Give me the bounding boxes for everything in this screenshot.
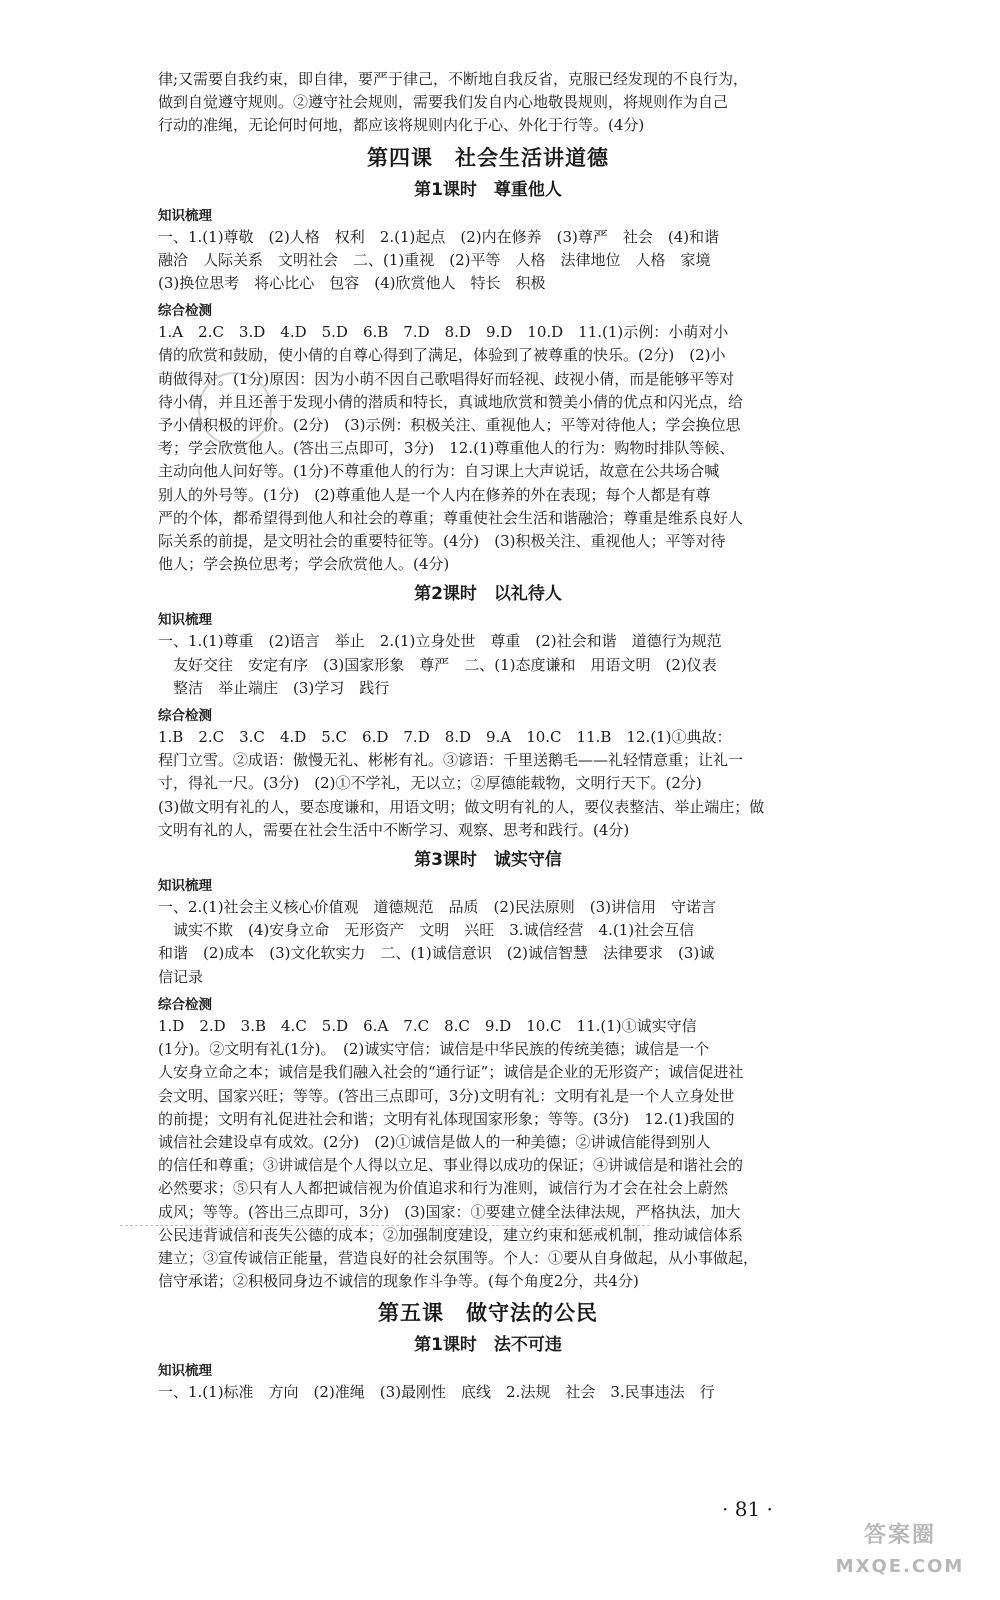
text-line: 必然要求；⑤只有人人都把诚信视为价值追求和行为准则，诚信行为才会在社会上蔚然 [158, 1179, 729, 1198]
intro-paragraph [158, 68, 818, 138]
text-line: 整洁 举止端庄 (3)学习 践行 [158, 678, 390, 697]
text-line: 一、1.(1)标准 方向 (2)准绳 (3)最刚性 底线 2.法规 社会 3.民事违法 行 [158, 1383, 715, 1402]
test-block [158, 1015, 818, 1293]
text-line: 律;又需要自我约束，即自律，要严于律己，不断地自我反省，克服已经发现的不良行为， [158, 70, 749, 88]
knowledge-block [158, 1381, 818, 1404]
watermark-line-2: MXQE.COM [835, 1556, 965, 1577]
text-line: 1.A 2.C 3.D 4.D 5.D 6.B 7.D 8.D 9.D 10.D 11.(1)示例：小萌对小 [158, 323, 729, 342]
knowledge-block [158, 630, 818, 700]
lesson-5-title: 第五课 做守法的公民 [378, 1301, 598, 1326]
text-line: 考；学会欣赏他人。(答出三点即可，3分) 12.(1)尊重他人的行为：购物时排队等候、 [158, 439, 735, 458]
text-line: (3)换位思考 将心比心 包容 (4)欣赏他人 特长 积极 [158, 274, 546, 293]
text-line: 融洽 人际关系 文明社会 二、(1)重视 (2)平等 人格 法律地位 人格 家境 [158, 250, 711, 269]
text-line: 1.D 2.D 3.B 4.C 5.D 6.A 7.C 8.C 9.D 10.C 11.(1)①诚实守信 [158, 1016, 697, 1035]
text-line: 诚实不欺 (4)安身立命 无形资产 文明 兴旺 3.诚信经营 4.(1)社会互信 [158, 921, 695, 940]
text-line: 一、1.(1)尊重 (2)语言 举止 2.(1)立身处世 尊重 (2)社会和谐 道德行为规范 [158, 632, 722, 651]
knowledge-heading: 知识梳理 [158, 1363, 212, 1380]
text-line: 待小倩，并且还善于发现小倩的潜质和特长，真诚地欣赏和赞美小倩的优点和闪光点，给 [158, 392, 744, 411]
text-line: 予小倩积极的评价。(2分) (3)示例：积极关注、重视他人；平等对待他人；学会换位思 [158, 416, 741, 435]
lesson-4-section-2-title: 第2课时 以礼待人 [414, 584, 562, 605]
text-line: 文明有礼的人，需要在社会生活中不断学习、观察、思考和践行。(4分) [158, 820, 630, 839]
text-line: 的信任和尊重；③讲诚信是个人得以立足、事业得以成功的保证；④讲诚信是和谐社会的 [158, 1156, 744, 1175]
text-line: (3)做文明有礼的人，要态度谦和，用语文明；做文明有礼的人，要仪表整洁、举止端庄；做 [158, 797, 765, 816]
text-line: 做到自觉遵守规则。②遵守社会规则，需要我们发自内心地敬畏规则，将规则作为自己 [158, 93, 729, 112]
text-line: 一、2.(1)社会主义核心价值观 道德规范 品质 (2)民法原则 (3)讲信用 守诺言 [158, 898, 717, 917]
fold-line [120, 1225, 650, 1226]
text-line: 成风；等等。(答出三点即可，3分) (3)国家：①要建立健全法律法规，严格执法，加大 [158, 1202, 741, 1221]
faint-stamp-mark [198, 372, 272, 446]
text-line: 寸，得礼一尺。(3分) (2)①不学礼，无以立；②厚德能载物，文明行天下。(2分) [158, 774, 702, 793]
text-line: 严的个体，都希望得到他人和社会的尊重；尊重使社会生活和谐融洽；尊重是维系良好人 [158, 508, 744, 527]
knowledge-heading: 知识梳理 [158, 878, 212, 895]
text-line: 公民违背诚信和丧失公德的成本；②加强制度建设，建立约束和惩戒机制，推动诚信体系 [158, 1225, 744, 1244]
page-content [158, 68, 818, 1405]
text-line: 萌做得对。(1分)原因：因为小萌不因自己歌唱得好而轻视、歧视小倩，而是能够平等对 [158, 369, 735, 388]
lesson-5-section-1-title: 第1课时 法不可违 [414, 1335, 562, 1356]
knowledge-heading: 知识梳理 [158, 612, 212, 629]
lesson-4-title: 第四课 社会生活讲道德 [367, 145, 609, 170]
knowledge-heading: 知识梳理 [158, 207, 212, 224]
text-line: 友好交往 安定有序 (3)国家形象 尊严 二、(1)态度谦和 用语文明 (2)仪表 [158, 655, 717, 674]
text-line: 诚信社会建设卓有成效。(2分) (2)①诚信是做人的一种美德；②讲诚信能得到别人 [158, 1132, 711, 1151]
text-line: 人安身立命之本；诚信是我们融入社会的“通行证”；诚信是企业的无形资产；诚信促进社 [158, 1063, 744, 1082]
text-line: 一、1.(1)尊敬 (2)人格 权利 2.(1)起点 (2)内在修养 (3)尊严 社会 (4)和谐 [158, 227, 720, 246]
text-line: 信记录 [158, 967, 204, 986]
test-block [158, 726, 818, 842]
text-line: 的前提；文明有礼促进社会和谐；文明有礼体现国家形象；等等。(3分) 12.(1)我国的 [158, 1109, 735, 1128]
page-number: · 81 · [722, 1497, 773, 1521]
lesson-4-section-3-title: 第3课时 诚实守信 [414, 850, 562, 871]
test-heading: 综合检测 [158, 708, 212, 725]
text-line: 别人的外号等。(1分) (2)尊重他人是一个人内在修养的外在表现；每个人都是有尊 [158, 485, 711, 504]
text-line: 信守承诺；②积极同身边不诚信的现象作斗争等。(每个角度2分，共4分) [158, 1272, 639, 1291]
text-line: 倩的欣赏和鼓励，使小倩的自尊心得到了满足，体验到了被尊重的快乐。(2分) (2)小 [158, 346, 726, 365]
text-line: 主动向他人问好等。(1分)不尊重他人的行为：自习课上大声说话，故意在公共场合喊 [158, 462, 720, 481]
watermark-logo [830, 1512, 970, 1582]
text-line: 和谐 (2)成本 (3)文化软实力 二、(1)诚信意识 (2)诚信智慧 法律要求 (3)诚 [158, 944, 715, 963]
text-line: 行动的准绳，无论何时何地，都应该将规则内化于心、外化于行等。(4分) [158, 116, 645, 135]
watermark-line-1: 答案圈 [863, 1523, 937, 1548]
test-heading: 综合检测 [158, 996, 212, 1013]
test-heading: 综合检测 [158, 303, 212, 320]
text-line: 际关系的前提，是文明社会的重要特征等。(4分) (3)积极关注、重视他人；平等对待 [158, 532, 726, 551]
text-line: 程门立雪。②成语：傲慢无礼、彬彬有礼。③谚语：千里送鹅毛——礼轻情意重；让礼一 [158, 751, 744, 770]
text-line: (1分)。②文明有礼(1分)。 (2)诚实守信：诚信是中华民族的传统美德；诚信是一个 [158, 1040, 710, 1059]
text-line: 他人；学会换位思考；学会欣赏他人。(4分) [158, 555, 450, 574]
knowledge-block [158, 896, 818, 989]
text-line: 会文明、国家兴旺；等等。(答出三点即可，3分)文明有礼：文明有礼是一个人立身处世 [158, 1086, 735, 1105]
lesson-4-section-1-title: 第1课时 尊重他人 [414, 179, 562, 200]
text-line: 建立；③宣传诚信正能量，营造良好的社会氛围等。个人：①要从自身做起，从小事做起， [158, 1248, 759, 1267]
test-block [158, 321, 818, 576]
knowledge-block [158, 226, 818, 296]
text-line: 1.B 2.C 3.C 4.D 5.C 6.D 7.D 8.D 9.A 10.C 11.B 12.(1)①典故： [158, 728, 732, 747]
